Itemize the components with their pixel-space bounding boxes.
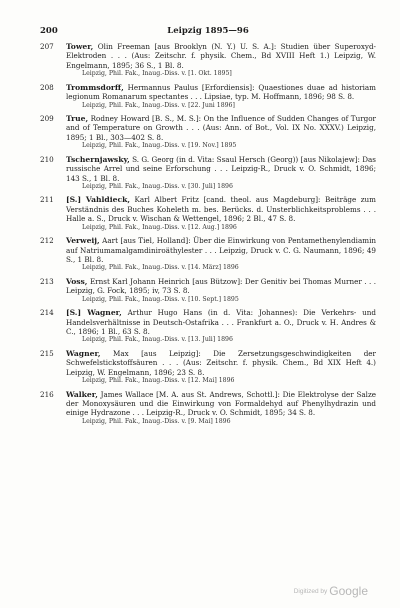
entry-citation: Aart [aus Tiel, Holland]: Über die Einwirkung von Pentamethenylendiamin auf Natriumamalgamdiniroäthylester . . . Leipzig, Druck v. C. G. Naumann, 1896; 49 S., 1 Bl. 8.: [66, 236, 376, 264]
entry-author-name: Trommsdorff,: [66, 82, 124, 92]
entry-number: 208: [40, 82, 54, 92]
entry-number: 214: [40, 308, 54, 318]
entry-number: 207: [40, 42, 54, 51]
entry-dissertation-note: Leipzig, Phil. Fak., Inaug.-Diss. v. [10. Sept.] 1895: [82, 295, 239, 303]
entry-body: [66, 83, 376, 102]
document-page: [40, 26, 376, 430]
page-number: 200: [40, 26, 58, 36]
entry-body: [66, 349, 376, 377]
entry-dissertation-note: Leipzig, Phil. Fak., Inaug.-Diss. v. [9. Mai] 1896: [82, 417, 231, 425]
entry-author-name: Tschernjawsky,: [66, 154, 130, 164]
entry-number: 216: [40, 389, 54, 399]
entry-citation: Rodney Howard [B. S., M. S.]: On the Influence of Sudden Changes of Turgor and of Temperature on Growth . . . (Aus: Ann. of Bot., Vol. IX No. XXXV.) Leipzig, 1895; 1 Bl., 303—402 S. 8.: [66, 114, 376, 142]
watermark-prefix: Digitized by: [293, 588, 328, 595]
entry-dissertation-note: Leipzig, Phil. Fak., Inaug.-Diss. v. [19. Nov.] 1895: [82, 142, 237, 150]
entry-citation: Arthur Hugo Hans (in d. Vita: Johannes): Die Verkehrs- und Handelsverhältnisse in Deutsch-Ostafrika . . . Frankfurt a. O., Druck v. H. Andres & C., 1896; 1 Bl., 63 S. 8.: [66, 308, 376, 337]
entry-author-name: [S.] Vahldieck,: [66, 195, 130, 205]
entry-number: 209: [40, 114, 54, 124]
entry-number: 212: [40, 236, 54, 246]
entry-author-name: Verweij,: [66, 236, 100, 246]
list-item: [40, 308, 376, 344]
list-item: [40, 42, 376, 78]
entry-citation: James Wallace [M. A. aus St. Andrews, Schottl.]: Die Elektrolyse der Salze der Monoxysäuren und die Einwirkung von Formaldehyd auf Phenylhydrazin und einige Hydrazone . . . Leipzig-R., Druck v. O. Schmidt, 1895; 34 S. 8.: [66, 389, 376, 418]
list-item: [40, 114, 376, 150]
entry-author-name: Tower,: [66, 42, 94, 51]
watermark-brand: Google: [329, 584, 368, 598]
entry-list: [40, 42, 376, 426]
list-item: [40, 83, 376, 110]
entry-body: [66, 308, 376, 336]
list-item: [40, 195, 376, 231]
entry-body: [66, 236, 376, 264]
entry-dissertation-note: Leipzig, Phil. Fak., Inaug.-Diss. v. [13. Juli] 1896: [82, 336, 233, 344]
entry-number: 215: [40, 348, 54, 358]
running-title: Leipzig 1895—96: [167, 26, 249, 36]
entry-author-name: Wagner,: [66, 348, 101, 358]
entry-citation: Olin Freeman [aus Brooklyn (N. Y.) U. S. A.]: Studien über Superoxyd-Elektroden . . . (Aus: Zeitschr. f. physik. Chem., Bd XVIII Heft 1.) Leipzig, W. Engelmann, 1895; 36 S., 1 Bl. 8.: [66, 42, 376, 70]
entry-author-name: Walker,: [66, 389, 98, 399]
entry-number: 211: [40, 195, 54, 205]
entry-citation: Max [aus Leipzig]: Die Zersetzungsgeschwindigkeiten der Schwefelstickstoffsäuren . . . (Aus: Zeitschr. f. physik. Chem., Bd XIX Heft 4.) Leipzig, W. Engelmann, 1896; 23 S. 8.: [66, 348, 376, 377]
entry-author-name: True,: [66, 114, 89, 124]
entry-citation: Karl Albert Fritz [cand. theol. aus Magdeburg]: Beiträge zum Verständnis des Buches Koheleth m. bes. Berücks. d. Unsterblichkeitsproblems . . . Halle a. S., Druck v. Wischan & Wettengel, 1896; 2 Bl., 47 S. 8.: [66, 195, 376, 224]
entry-citation: Ernst Karl Johann Heinrich [aus Bützow]: Der Genitiv bei Thomas Murner . . . Leipzig, G. Fock, 1895; iv, 73 S. 8.: [66, 276, 376, 296]
entry-dissertation-note: Leipzig, Phil. Fak., Inaug.-Diss. v. [1. Okt. 1895]: [82, 70, 232, 78]
entry-body: [66, 390, 376, 418]
list-item: [40, 277, 376, 304]
list-item: [40, 236, 376, 272]
entry-author-name: [S.] Wagner,: [66, 308, 122, 318]
entry-number: 213: [40, 276, 54, 286]
entry-number: 210: [40, 154, 54, 164]
entry-dissertation-note: Leipzig, Phil. Fak., Inaug.-Diss. v. [12. Aug.] 1896: [82, 223, 237, 231]
entry-dissertation-note: Leipzig, Phil. Fak., Inaug.-Diss. v. [12. Mai] 1896: [82, 377, 235, 385]
entry-dissertation-note: Leipzig, Phil. Fak., Inaug.-Diss. v. [22. Juni 1896]: [82, 101, 235, 109]
entry-body: [66, 155, 376, 183]
entry-body: [66, 42, 376, 70]
entry-author-name: Voss,: [66, 276, 88, 286]
entry-dissertation-note: Leipzig, Phil. Fak., Inaug.-Diss. v. [30. Juli] 1896: [82, 182, 233, 190]
entry-body: [66, 114, 376, 142]
entry-citation: Hermannus Paulus [Erfordiensis]: Quaestiones duae ad historiam legionum Romanarum spectantes . . . Lipsiae, typ. M. Hoffmann, 1896; 98 S. 8.: [66, 82, 376, 102]
entry-citation: S. G. Georg (in d. Vita: Ssaul Hersch (Georg)) [aus Nikolajew]: Das russische Arrel und seine Erforschung . . . Leipzig-R., Druck v. O. Schmidt, 1896; 143 S., 1 Bl. 8.: [66, 154, 376, 183]
entry-body: [66, 277, 376, 296]
entry-body: [66, 195, 376, 223]
list-item: [40, 155, 376, 191]
page-header: [40, 26, 376, 42]
list-item: [40, 349, 376, 385]
list-item: [40, 390, 376, 426]
entry-dissertation-note: Leipzig, Phil. Fak., Inaug.-Diss. v. [14. März] 1896: [82, 264, 239, 272]
google-watermark: [294, 584, 368, 598]
